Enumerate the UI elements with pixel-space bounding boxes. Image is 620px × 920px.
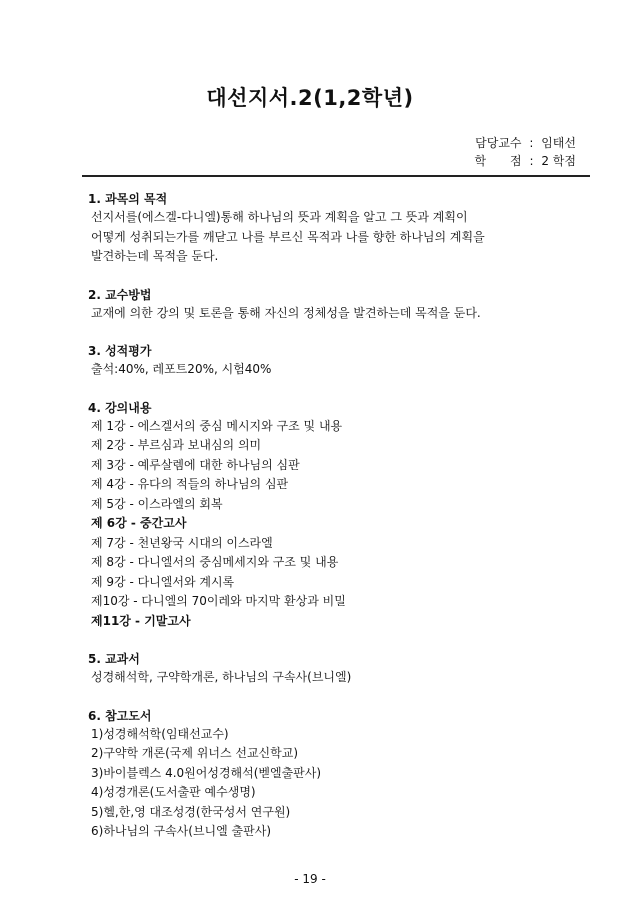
paragraph-line: 성경해석학, 구약학개론, 하나님의 구속사(브니엘): [91, 670, 352, 684]
paragraph-line: 교재에 의한 강의 및 토론을 통해 자신의 정체성을 발견하는데 목적을 둔다.: [91, 305, 481, 320]
credit-value: 2 학점: [541, 154, 576, 168]
header-divider: [82, 175, 590, 177]
professor-label: 담당교수: [475, 136, 522, 150]
section-heading: 6. 참고도서: [88, 708, 152, 723]
lecture-item: 제 6강 - 중간고사: [91, 516, 187, 530]
lecture-item: 제 9강 - 다니엘서와 계시록: [91, 574, 235, 589]
reference-item: 4)성경개론(도서출판 예수생명): [91, 785, 256, 799]
credit-row: [474, 152, 576, 170]
professor-name: 임태선: [541, 136, 576, 150]
lecture-item: 제 3강 - 예루살렘에 대한 하나님의 심판: [91, 457, 300, 472]
lecture-item: 제 1강 - 에스겔서의 중심 메시지와 구조 및 내용: [91, 418, 343, 433]
credit-label: 학 점: [474, 154, 522, 168]
section-references: [88, 707, 588, 842]
section-lectures: [88, 399, 588, 632]
credit-separator: :: [529, 154, 534, 168]
reference-item: 3)바이블렉스 4.0원어성경해석(벧엘출판사): [91, 765, 322, 780]
reference-item: 5)헬,한,영 대조성경(한국성서 연구원): [91, 804, 291, 819]
section-textbook: [88, 650, 588, 688]
lecture-item: 제 2강 - 부르심과 보내심의 의미: [91, 438, 262, 452]
professor-row: [475, 134, 576, 152]
paragraph-line: 출석:40%, 레포트20%, 시험40%: [91, 362, 272, 376]
page-number: - 19 -: [294, 872, 326, 886]
paragraph-line: 발견하는데 목적을 둔다.: [91, 249, 219, 263]
section-method: [88, 286, 588, 324]
section-grading: [88, 342, 588, 380]
lecture-item: 제10강 - 다니엘의 70이레와 마지막 환상과 비밀: [91, 594, 346, 608]
lecture-item: 제11강 - 기말고사: [91, 613, 191, 628]
section-heading: 1. 과목의 목적: [88, 192, 168, 206]
lecture-item: 제 4강 - 유다의 적들의 하나님의 심판: [91, 477, 289, 491]
reference-item: 1)성경해석학(임태선교수): [91, 726, 229, 741]
professor-separator: :: [529, 136, 534, 150]
section-heading: 4. 강의내용: [88, 400, 152, 415]
syllabus-body: [88, 190, 588, 842]
paragraph-line: 어떻게 성취되는가를 깨닫고 나를 부르신 목적과 나를 향한 하나님의 계획을: [91, 229, 485, 244]
reference-item: 6)하나님의 구속사(브니엘 출판사): [91, 824, 272, 838]
section-heading: 3. 성적평가: [88, 344, 152, 358]
section-purpose: [88, 190, 588, 267]
document-title: 대선지서.2(1,2학년): [206, 86, 414, 110]
lecture-item: 제 8강 - 다니엘서의 중심메세지와 구조 및 내용: [91, 555, 339, 569]
section-heading: 2. 교수방법: [88, 287, 152, 302]
lecture-item: 제 5강 - 이스라엘의 회복: [91, 496, 223, 511]
reference-item: 2)구약학 개론(국제 위너스 선교신학교): [91, 746, 299, 760]
paragraph-line: 선지서를(에스겔-다니엘)통해 하나님의 뜻과 계획을 알고 그 뜻과 계획이: [91, 210, 468, 224]
lecture-item: 제 7강 - 천년왕국 시대의 이스라엘: [91, 535, 273, 550]
section-heading: 5. 교과서: [88, 652, 140, 666]
